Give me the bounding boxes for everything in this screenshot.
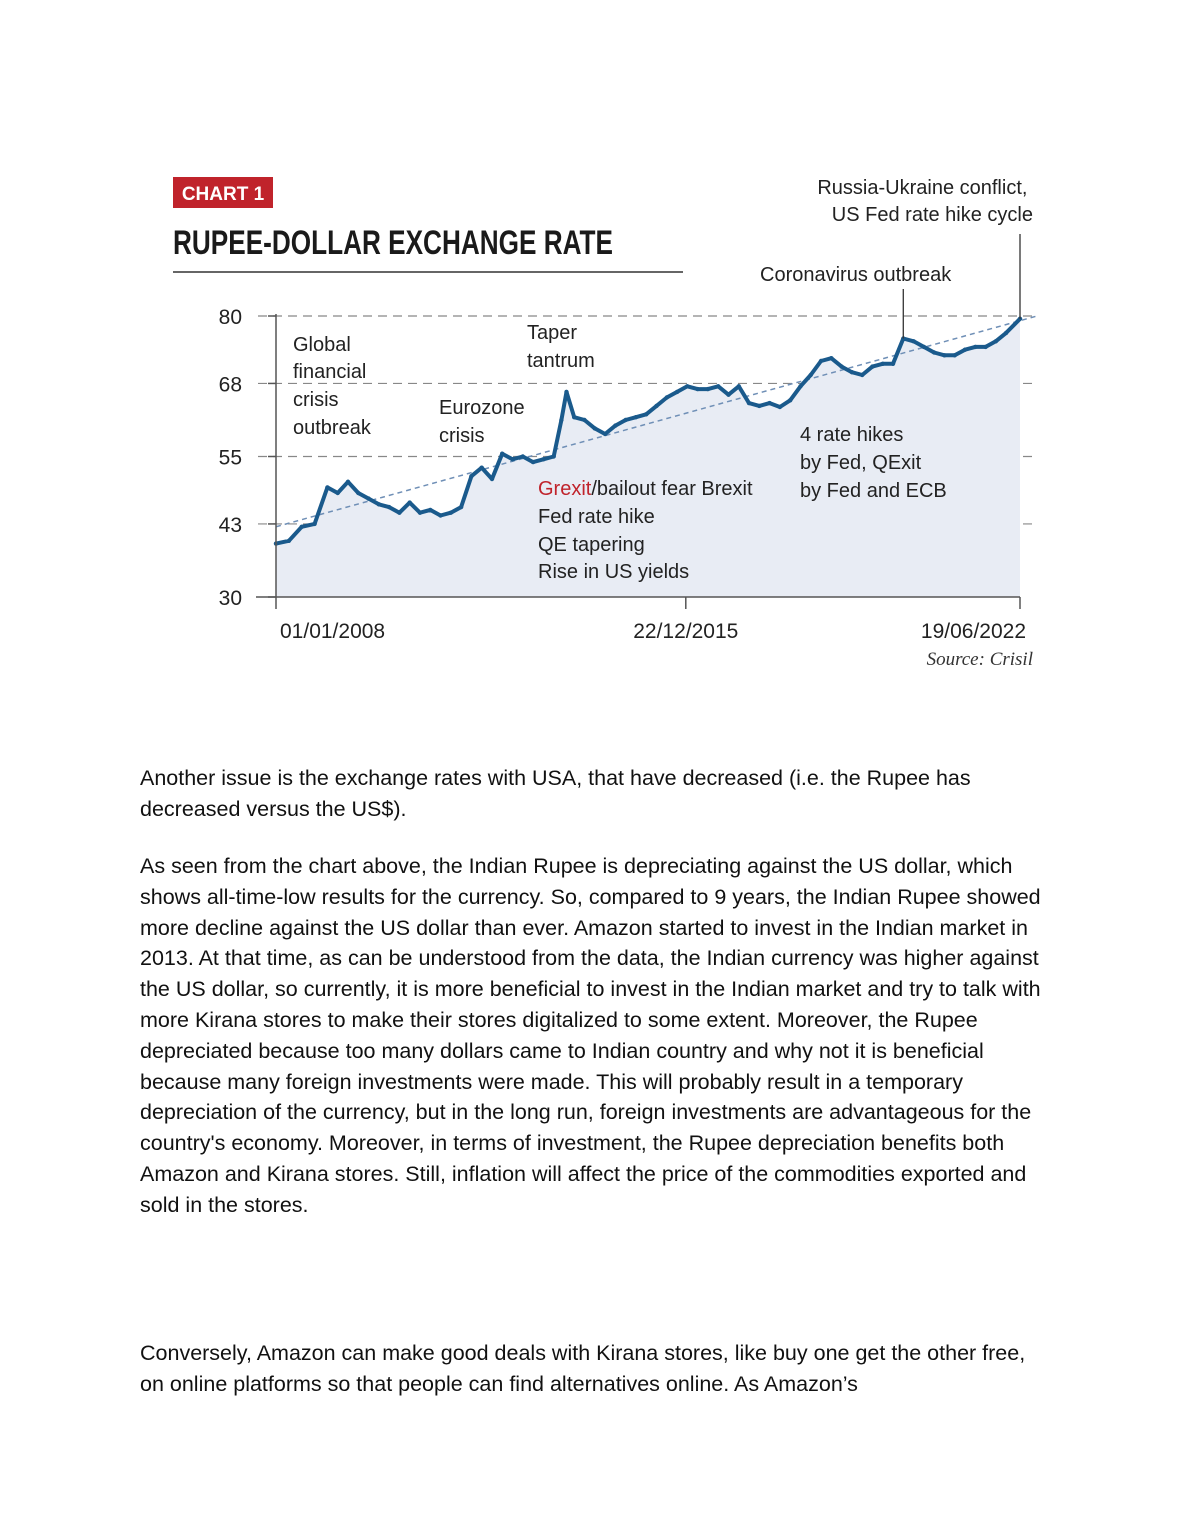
data-point (973, 345, 977, 349)
paragraph-2: As seen from the chart above, the Indian Rupee is depreciating against the US dollar, which shows all-time-low results for the currency. So, compared to 9 years, the Indian Rupee showed more decline against the US dollar than ever. Amazon started to invest in the Indian market in 2013. At that time, as can be understood from the data, the Indian currency was higher against the US dollar, so currently, it is more beneficial to invest in the Indian market and try to talk with more Kirana stores to make their stores digitalized to some extent. Moreover, the Rupee depreciated because too many dollars came to Indian country and why not it is beneficial because many foreign investments were made. This will probably result in a temporary depreciation of the currency, but in the long run, foreign investments are advantageous for the country's economy. Moreover, in terms of investment, the Rupee depreciation benefits both Amazon and Kirana stores. Still, inflation will affect the price of the commodities exported and sold in the stores. (140, 854, 1041, 1217)
data-point (449, 511, 453, 515)
data-point (300, 525, 304, 529)
data-point (983, 345, 987, 349)
callout-lines (903, 234, 1020, 338)
data-point (819, 359, 823, 363)
data-point (531, 460, 535, 464)
data-point (778, 405, 782, 409)
data-point (706, 387, 710, 391)
data-point (891, 362, 895, 366)
data-point (480, 466, 484, 470)
data-point (408, 500, 412, 504)
y-tick-label: 80 (218, 306, 242, 329)
data-point (685, 384, 689, 388)
data-point (459, 505, 463, 509)
x-ticks (276, 597, 1026, 643)
data-point (716, 384, 720, 388)
data-point (500, 452, 504, 456)
chart-source: Source: Crisil (926, 649, 1033, 670)
data-point (757, 404, 761, 408)
data-point (829, 356, 833, 360)
data-point (510, 457, 514, 461)
annotation-rate-hikes: 4 rate hikes by Fed, QExit by Fed and ECB (800, 424, 947, 502)
data-point (366, 496, 370, 500)
annotation-grexit: Grexit/bailout fear Brexit Fed rate hike QE tapering Rise in US yields (538, 478, 753, 583)
data-point (541, 457, 545, 461)
data-point (387, 505, 391, 509)
data-point (767, 401, 771, 405)
data-point (490, 477, 494, 481)
x-tick-label: 01/01/2008 (280, 620, 386, 643)
data-point (593, 426, 597, 430)
data-point (695, 387, 699, 391)
y-ticks (219, 306, 276, 610)
annotation-coronavirus: Coronavirus outbreak (760, 264, 952, 286)
data-point (559, 418, 563, 422)
data-point (881, 362, 885, 366)
data-point (582, 418, 586, 422)
data-point (870, 364, 874, 368)
data-point (623, 418, 627, 422)
data-point (963, 348, 967, 352)
data-point (942, 353, 946, 357)
data-point (325, 485, 329, 489)
x-tick-label: 19/06/2022 (920, 620, 1026, 643)
data-point (860, 373, 864, 377)
y-tick-label: 68 (218, 373, 242, 397)
y-tick-label: 30 (218, 587, 242, 610)
data-point (521, 454, 525, 458)
x-tick-label: 22/12/2015 (633, 620, 739, 643)
data-point (377, 502, 381, 506)
data-point (603, 432, 607, 436)
data-point (287, 539, 291, 543)
data-point (922, 345, 926, 349)
annotation-russia-ukraine: Russia-Ukraine conflict, US Fed rate hike cycle (817, 177, 1033, 226)
data-point (564, 390, 568, 394)
data-point (469, 474, 473, 478)
data-point (552, 454, 556, 458)
data-point (654, 404, 658, 408)
data-point (336, 491, 340, 495)
chart-title: RUPEE-DOLLAR EXCHANGE RATE (173, 224, 613, 262)
data-point (438, 513, 442, 517)
data-point (788, 398, 792, 402)
data-point (809, 373, 813, 377)
data-point (644, 412, 648, 416)
exchange-rate-chart (160, 168, 1040, 678)
data-point (356, 491, 360, 495)
paragraph-1: Another issue is the exchange rates with USA, that have decreased (i.e. the Rupee has decreased versus the US$). (140, 766, 971, 821)
data-point (675, 390, 679, 394)
data-point (428, 508, 432, 512)
data-point (1004, 331, 1008, 335)
data-point (726, 393, 730, 397)
chart-badge: CHART 1 (181, 184, 265, 205)
annotation-taper-tantrum: Taper tantrum (527, 322, 595, 372)
data-point (312, 522, 316, 526)
annotation-global-crisis: Global financial crisis outbreak (293, 334, 371, 439)
data-point (911, 339, 915, 343)
data-point (613, 423, 617, 427)
data-point (798, 384, 802, 388)
data-point (747, 401, 751, 405)
data-point (994, 339, 998, 343)
paragraph-3: Conversely, Amazon can make good deals with Kirana stores, like buy one get the other free, on online platforms so that people can find alternatives online. As Amazon’s (140, 1341, 1026, 1396)
data-point (572, 415, 576, 419)
data-point (346, 480, 350, 484)
data-point (932, 350, 936, 354)
data-point (665, 395, 669, 399)
data-point (850, 370, 854, 374)
y-tick-label: 43 (218, 513, 242, 537)
data-point (397, 511, 401, 515)
y-tick-label: 55 (218, 446, 242, 470)
data-point (839, 364, 843, 368)
data-point (634, 415, 638, 419)
data-point (953, 353, 957, 357)
data-point (418, 511, 422, 515)
data-point (737, 384, 741, 388)
annotation-eurozone: Eurozone crisis (439, 397, 525, 447)
